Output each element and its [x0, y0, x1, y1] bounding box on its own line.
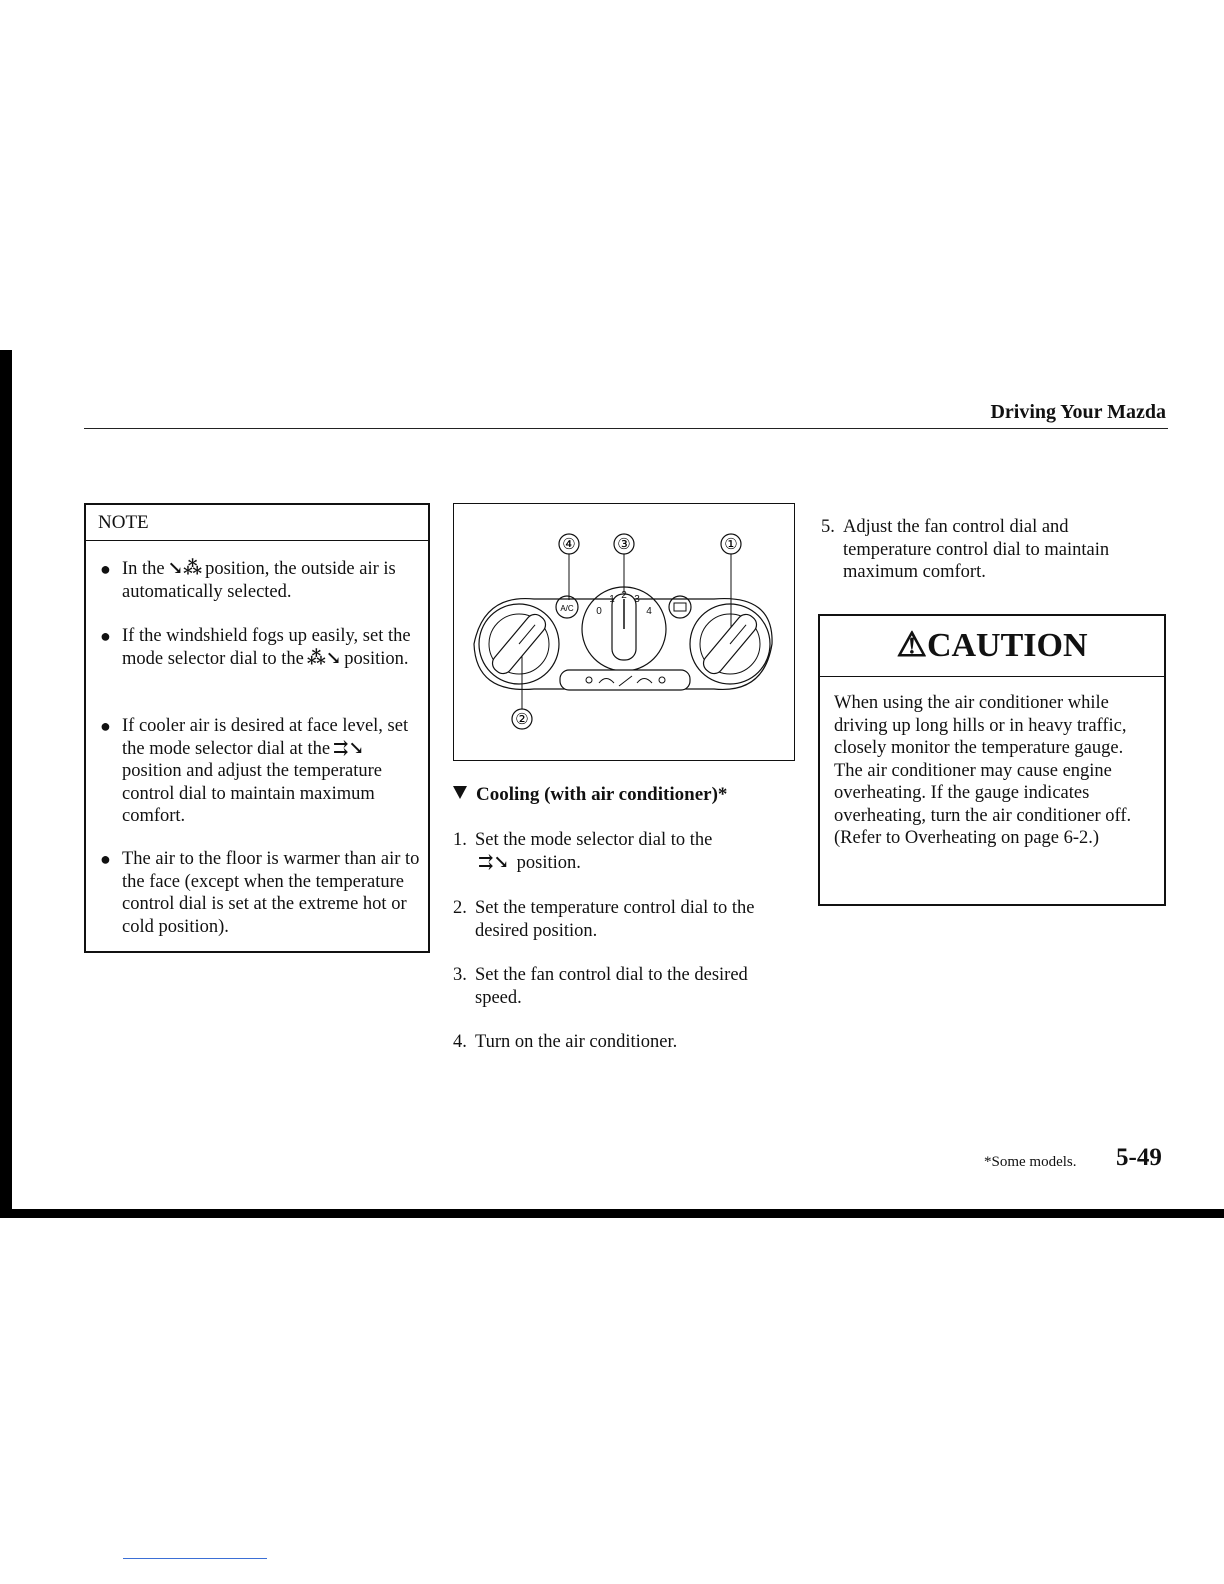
fan-speed-dial	[582, 587, 666, 671]
triangle-bullet-icon	[453, 786, 467, 799]
caution-box	[818, 614, 1166, 906]
floor-vent-icon: ↘⁂	[167, 559, 203, 579]
bottom-link-underline	[123, 1558, 267, 1559]
bullet-icon: ●	[100, 559, 111, 579]
step-text: Turn on the air conditioner.	[475, 1032, 678, 1052]
bilevel-vent-icon: ⇉↘	[333, 738, 365, 759]
ac-label: A/C	[560, 604, 574, 613]
note-item	[100, 625, 422, 670]
step-text-suffix: position.	[516, 852, 581, 873]
note-text: position and adjust the temperature control dial to maintain maximum comfort.	[122, 761, 382, 826]
page-number: 5-49	[1116, 1144, 1162, 1171]
fan-label-1: 1	[609, 594, 615, 605]
caution-header	[820, 616, 1164, 677]
step-text: Set the fan control dial to the desired speed.	[475, 965, 748, 1008]
note-text: position.	[344, 648, 409, 669]
callout-3-label: ③	[617, 537, 631, 553]
page-edge-bar	[0, 350, 12, 1218]
caution-body	[834, 692, 1156, 850]
fan-label-3: 3	[634, 594, 640, 605]
fan-label-4: 4	[646, 606, 652, 617]
note-text: position, the outside air is automatically selected.	[122, 559, 396, 602]
note-text: In the	[122, 559, 165, 579]
fan-label-0: 0	[596, 606, 602, 617]
section-heading-text: Cooling (with air conditioner)*	[476, 784, 728, 805]
step-text: Set the mode selector dial to the	[475, 830, 713, 850]
caution-title: CAUTION	[926, 627, 1088, 664]
callout-1-label: ①	[724, 537, 738, 553]
step-number: 1.	[453, 830, 467, 850]
bullet-icon: ●	[100, 626, 111, 646]
footnote: *Some models.	[984, 1154, 1077, 1170]
note-text: If cooler air is desired at face level, set the mode selector dial at the	[122, 716, 409, 759]
note-item	[100, 715, 422, 828]
step-number: 3.	[453, 965, 467, 985]
section-heading	[453, 784, 727, 806]
note-title: NOTE	[86, 505, 428, 541]
air-intake-lever	[560, 670, 690, 690]
step-number: 5.	[821, 517, 835, 537]
note-item	[100, 848, 422, 938]
page-header-title: Driving Your Mazda	[990, 401, 1166, 423]
note-text: The air to the floor is warmer than air to the face (except when the temperature control dial is set at the extreme hot or cold position).	[122, 849, 420, 937]
step-text: Set the temperature control dial to the desired position.	[475, 898, 755, 941]
warning-triangle-icon: ⚠	[896, 627, 927, 664]
caution-text-2: The air conditioner may cause engine overheating. If the gauge indicates overheating, turn the air conditioner off. (Refer to Overheating on page 6-2.)	[834, 760, 1132, 848]
floor-defrost-icon: ⁂↘	[306, 648, 342, 669]
step-text: Adjust the fan control dial and temperature control dial to maintain maximum comfort.	[843, 517, 1110, 582]
bullet-icon: ●	[100, 716, 111, 736]
fan-label-2: 2	[621, 590, 627, 601]
step-number: 2.	[453, 898, 467, 918]
note-box	[84, 503, 430, 953]
bottom-rule	[0, 1209, 1224, 1218]
bilevel-vent-icon: ⇉↘	[478, 852, 510, 873]
callout-4-label: ④	[562, 537, 576, 553]
climate-panel-illustration	[454, 504, 794, 760]
bullet-icon: ●	[100, 849, 111, 869]
header-rule	[84, 428, 1168, 429]
step-number: 4.	[453, 1032, 467, 1052]
note-text: If the windshield fogs up easily, set the mode selector dial to the	[122, 626, 411, 669]
mode-selector-dial	[690, 604, 770, 684]
callout-2-label: ②	[515, 712, 529, 728]
caution-text-1: When using the air conditioner while driving up long hills or in heavy traffic, closely monitor the temperature gauge.	[834, 693, 1127, 758]
temperature-dial	[479, 604, 559, 684]
note-item	[100, 558, 422, 603]
climate-panel-figure	[453, 503, 795, 761]
